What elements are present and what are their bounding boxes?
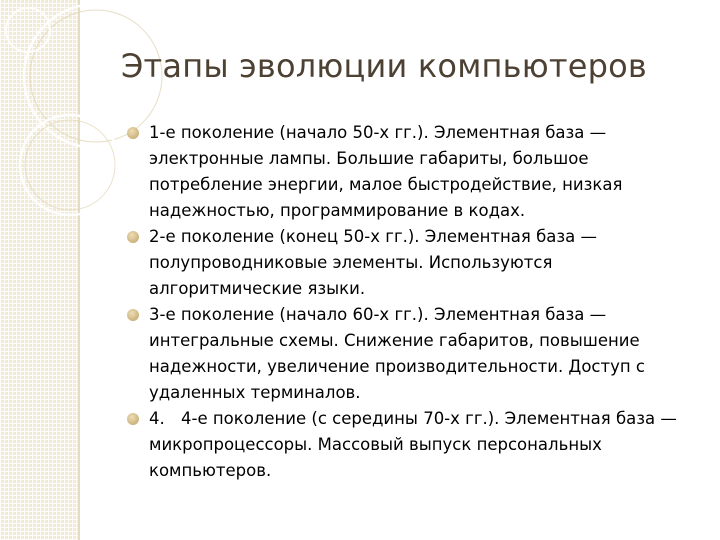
bullet-marker-icon [127,413,139,425]
slide-title: Этапы эволюции компьютеров [121,47,647,85]
bullet-marker-icon [127,231,139,243]
bullet-text: 3-е поколение (начало 60-х гг.). Элементная база — интегральные схемы. Снижение габаритов, повышение надежности, увеличение производительности. Доступ с удаленных терминалов. [149,305,645,402]
bullet-item [130,224,700,302]
bullet-item [130,120,700,224]
bullet-item [130,406,700,484]
bullet-item [130,302,700,406]
bullet-list [130,120,700,484]
bullet-text: 1-е поколение (начало 50-х гг.). Элементная база — электронные лампы. Большие габариты, большое потребление энергии, малое быстродействие, низкая надежностью, программирование в кодах. [149,123,623,220]
bullet-number: 4. [149,409,165,428]
bullet-text: 2-е поколение (конец 50-х гг.). Элементная база — полупроводниковые элементы. Используются алгоритмические языки. [149,227,597,298]
bullet-marker-icon [127,309,139,321]
bullet-marker-icon [127,127,139,139]
bullet-text: 4-е поколение (с середины 70-х гг.). Элементная база — микропроцессоры. Массовый выпуск персональных компьютеров. [149,409,677,480]
